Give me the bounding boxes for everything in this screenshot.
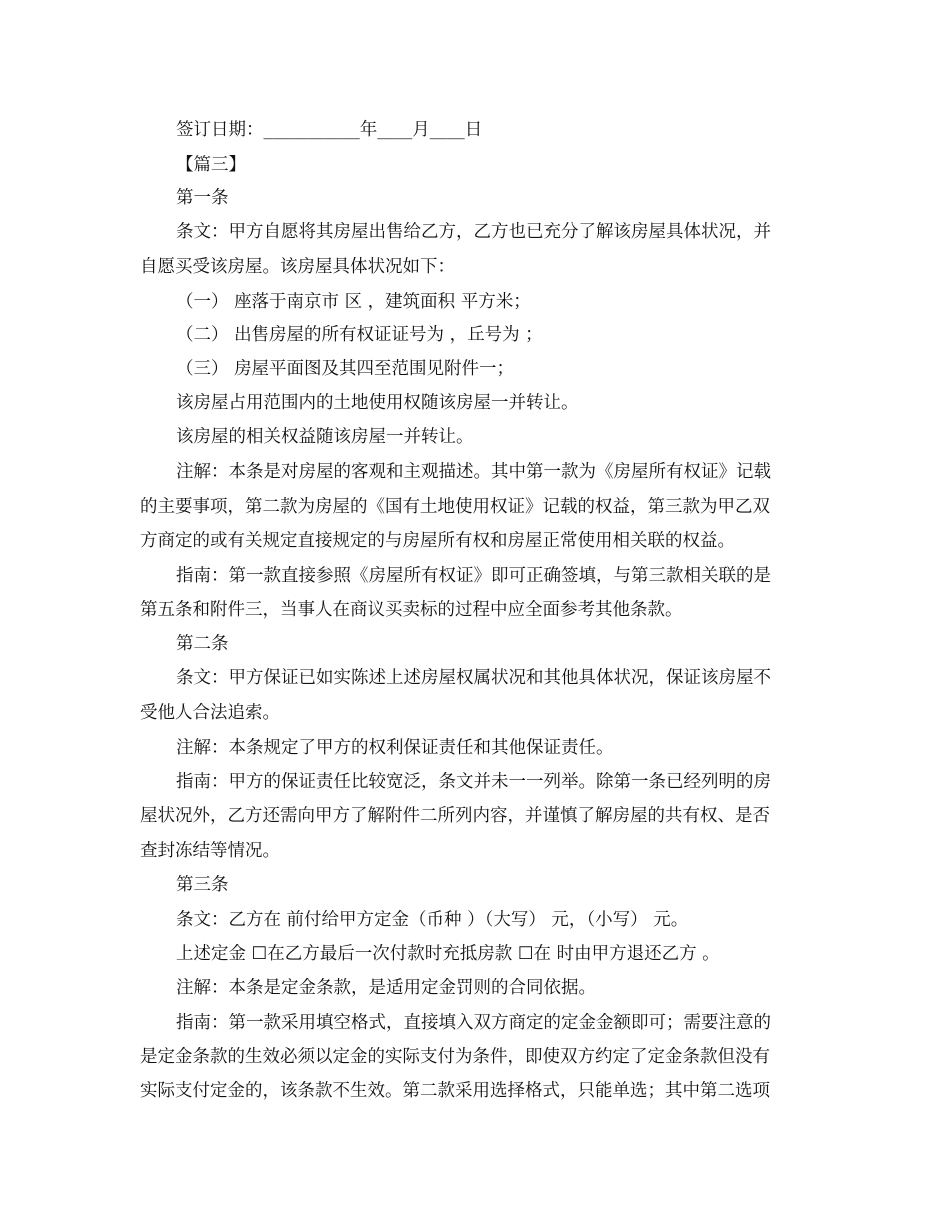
article-3-guide-line-3: 实际支付定金的，该条款不生效。第二款采用选择格式，只能单选；其中第二选项 <box>140 1081 770 1101</box>
article-2-text-line-1: 条文：甲方保证已如实陈述上述房屋权属状况和其他具体状况，保证该房屋不 <box>176 668 771 688</box>
article-1-item-3: （三） 房屋平面图及其四至范围见附件一； <box>176 359 515 379</box>
article-1-guide-line-1: 指南：第一款直接参照《房屋所有权证》即可正确签填，与第三款相关联的是 <box>176 566 771 586</box>
article-2-guide-line-2: 屋状况外，乙方还需向甲方了解附件二所列内容，并谨慎了解房屋的共有权、是否 <box>140 806 770 826</box>
article-3-heading: 第三条 <box>176 875 229 895</box>
article-1-guide-line-2: 第五条和附件三，当事人在商议买卖标的过程中应全面参考其他条款。 <box>140 600 683 620</box>
article-2-text-line-2: 受他人合法追索。 <box>140 703 280 723</box>
article-1-item-2: （二） 出售房屋的所有权证证号为 ，丘号为 ； <box>176 325 543 345</box>
section-heading: 【篇三】 <box>176 155 246 175</box>
article-1-note-line-1: 注解：本条是对房屋的客观和主观描述。其中第一款为《房屋所有权证》记载 <box>176 462 771 482</box>
article-2-note: 注解：本条规定了甲方的权利保证责任和其他保证责任。 <box>176 738 614 758</box>
article-3-note: 注解：本条是定金条款，是适用定金罚则的合同依据。 <box>176 978 596 998</box>
article-2-guide-line-3: 查封冻结等情况。 <box>140 841 280 861</box>
article-3-deposit-options: 上述定金 ☐在乙方最后一次付款时充抵房款 ☐在 时由甲方退还乙方 。 <box>176 944 720 964</box>
article-1-note-line-2: 的主要事项，第二款为房屋的《国有土地使用权证》记载的权益，第三款为甲乙双 <box>140 497 770 517</box>
article-3-guide-line-1: 指南：第一款采用填空格式，直接填入双方商定的定金金额即可；需要注意的 <box>176 1013 771 1033</box>
article-1-heading: 第一条 <box>176 188 229 208</box>
signing-date-line: 签订日期：___________年____月____日 <box>176 120 483 140</box>
article-3-text: 条文：乙方在 前付给甲方定金（币种 ）（大写） 元，（小写） 元。 <box>176 910 689 930</box>
article-3-guide-line-2: 是定金条款的生效必须以定金的实际支付为条件，即使双方约定了定金条款但没有 <box>140 1047 770 1067</box>
article-2-heading: 第二条 <box>176 634 229 654</box>
article-1-note-line-3: 方商定的或有关规定直接规定的与房屋所有权和房屋正常使用相关联的权益。 <box>140 531 735 551</box>
article-1-land-rights: 该房屋占用范围内的土地使用权随该房屋一并转让。 <box>176 393 579 413</box>
article-1-related-rights: 该房屋的相关权益随该房屋一并转让。 <box>176 427 474 447</box>
article-1-item-1: （一） 座落于南京市 区 ，建筑面积 平方米； <box>176 292 531 312</box>
article-1-text-line-2: 自愿买受该房屋。该房屋具体状况如下： <box>140 257 455 277</box>
article-1-text-line-1: 条文：甲方自愿将其房屋出售给乙方，乙方也已充分了解该房屋具体状况，并 <box>176 222 771 242</box>
article-2-guide-line-1: 指南：甲方的保证责任比较宽泛，条文并未一一列举。除第一条已经列明的房 <box>176 772 771 792</box>
